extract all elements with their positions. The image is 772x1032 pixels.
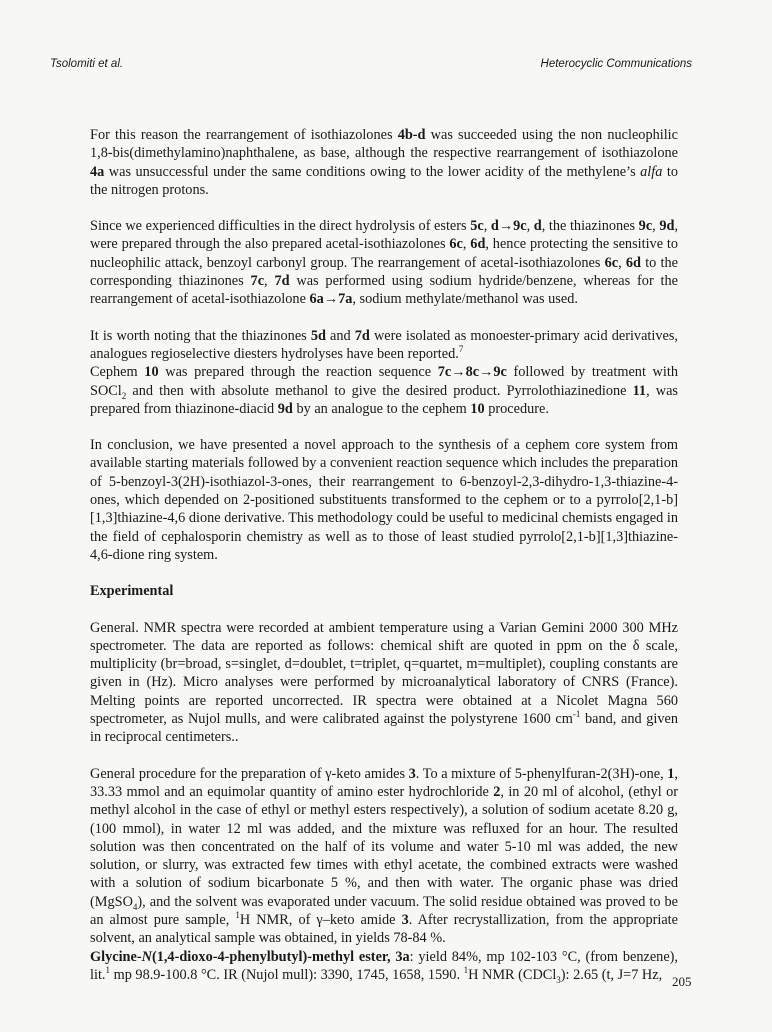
- paragraph: For this reason the rearrangement of isothiazolones 4b-d was succeeded using the non nucleophilic 1,8-bis(dimethylamino)naphthalene, as base, although the respective rearrangement of isothiazolone 4a was unsuccessful under the same conditions owing to the lower acidity of the methylene’s alfa to the nitrogen protons.: [90, 127, 679, 198]
- running-header-authors: Tsolomiti et al.: [50, 58, 124, 70]
- paragraph: In conclusion, we have presented a novel approach to the synthesis of a cephem core system from available starting materials followed by a convenient reaction sequence which includes the preparation of 5-benzoyl-3(2H)-isothiazol-3-ones, their rearrangement to 6-benzoyl-2,3-dihydro-1,3-thiazine-4-ones, which depended on 2-positioned substituents transformed to the cephem or to a pyrrolo[2,1-b][1,3]thiazine-4,6 dione derivative. This methodology could be useful to medicinal chemists engaged in the field of cephalosporin chemistry as well as to those of least studied pyrrolo[2,1-b][1,3]thiazine-4,6-dione ring system.: [90, 437, 678, 563]
- page-number: 205: [672, 974, 692, 989]
- paragraph: Glycine-N(1,4-dioxo-4-phenylbutyl)-methyl ester, 3a: yield 84%, mp 102-103 °C, (from benzene), lit.$^1$ mp 98.9-100.8 °C. IR (Nujol mull): 3390, 1745, 1658, 1590. $^1$H NMR (CDCl$_3$): 2.65 (t, J=7 Hz,: [90, 948, 679, 985]
- paragraph: General. NMR spectra were recorded at ambient temperature using a Varian Gemini 2000 300 MHz spectrometer. The data are reported as follows: chemical shift are quoted in ppm on the δ scale, multiplicity (br=broad, s=singlet, d=doublet, t=triplet, q=quartet, m=multiplet), coupling constants are given in (Hz). Micro analyses were performed by microanalytical laboratory of CNRS (France). Melting points are reported uncorrected. IR spectra were obtained at a Nicolet Magna 560 spectrometer, as Nujol mulls, and were calibrated against the polystyrene 1600 $cm^{-1}$ band, and given in reciprocal centimeters..: [90, 619, 678, 746]
- paragraph: General procedure for the preparation of γ-keto amides 3. To a mixture of 5-phenylfuran-2(3H)-one, 1, 33.33 mmol and an equimolar quantity of amino ester hydrochloride 2, in 20 ml of alcohol, (ethyl or methyl alcohol in the case of ethyl or methyl esters respectively), a solution of sodium acetate 8.20 g, (100 mmol), in water 12 ml was added, and the mixture was refluxed for an hour. The resulted solution was then concentrated on the half of its volume and water 5-10 ml was added, the new solution, or slurry, was extracted few times with ethyl acetate, the combined extracts were washed with a solution of sodium bicarbonate 5 %, and then with water. The organic phase was dried (MgSO$_4$), and the solvent was evaporated under vacuum. The solid residue obtained was proved to be an almost pure sample, $^1$H NMR, of γ–keto amide 3. After recrystallization, from the appropriate solvent, an analytical sample was obtained, in yields 78-84 %.: [90, 765, 679, 947]
- paragraph: Since we experienced difficulties in the direct hydrolysis of esters 5c, d→9c, d, the thiazinones 9c, 9d, were prepared through the also prepared acetal-isothiazolones 6c, 6d, hence protecting the sensitive to nucleophilic attack, benzoyl carbonyl group. The rearrangement of acetal-isothiazolones 6c, 6d to the corresponding thiazinones 7c, 7d was performed using sodium hydride/benzene, whereas for the rearrangement of acetal-isothiazolone 6a→7a, sodium methylate/methanol was used.: [90, 218, 679, 308]
- paragraph: It is worth noting that the thiazinones 5d and 7d were isolated as monoester-primary acid derivatives, analogues regioselective diesters hydrolyses have been reported.$^7$: [90, 327, 678, 362]
- page-body: [90, 126, 678, 984]
- running-header-journal: Heterocyclic Communications: [540, 58, 692, 70]
- paragraph: Cephem 10 was prepared through the reaction sequence 7c→8c→9c followed by treatment with SOCl$_2$ and then with absolute methanol to give the desired product. Pyrrolothiazinedione 11, was prepared from thiazinone-diacid 9d by an analogue to the cephem 10 procedure.: [90, 364, 678, 417]
- section-heading: Experimental: [90, 583, 174, 600]
